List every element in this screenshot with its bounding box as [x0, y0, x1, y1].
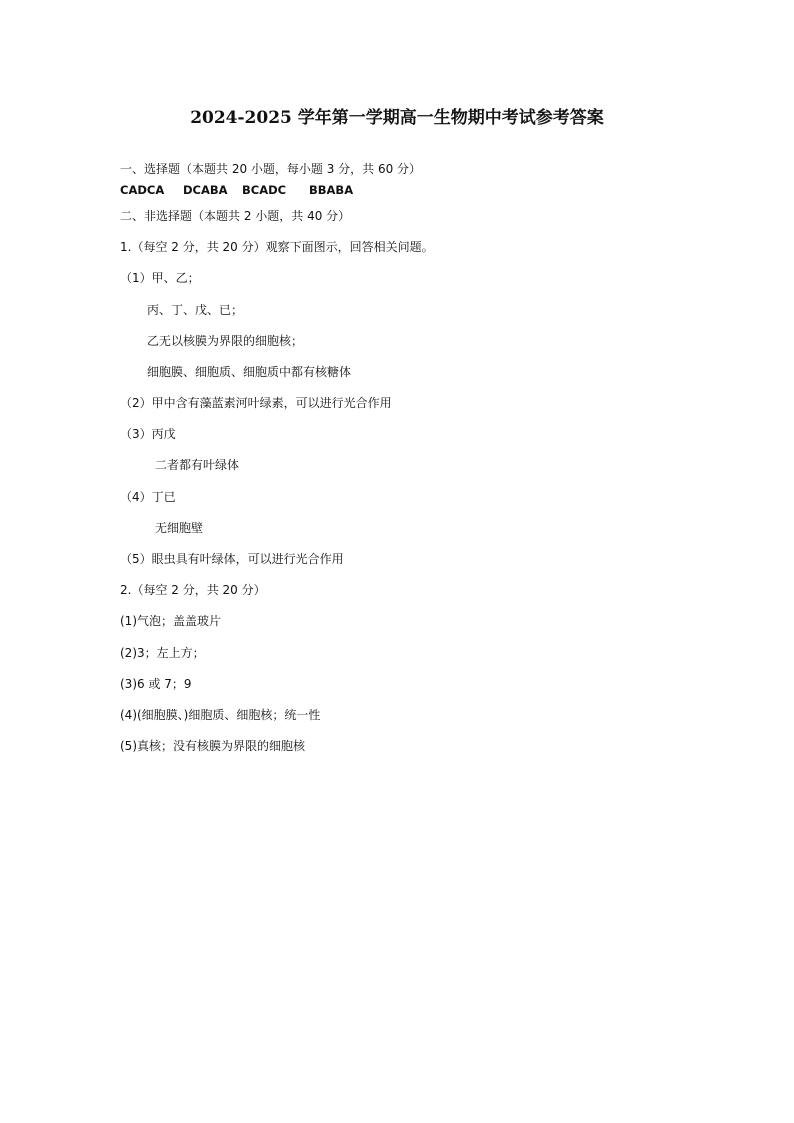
choice-answers [120, 182, 353, 198]
q1-part4-line1: （4）丁已 [120, 490, 176, 504]
q2-line5: (5)真核；没有核膜为界限的细胞核 [120, 739, 305, 753]
q1-part2: （2）甲中含有藻蓝素河叶绿素，可以进行光合作用 [120, 396, 392, 410]
section1-heading: 一、选择题（本题共 20 小题，每小题 3 分，共 60 分） [120, 162, 422, 176]
q1-part4-line2: 无细胞壁 [155, 521, 204, 535]
q1-part1-line3: 乙无以核膜为界限的细胞核； [147, 334, 304, 348]
q1-part5: （5）眼虫具有叶绿体，可以进行光合作用 [120, 552, 344, 566]
document-title: 2024-2025 学年第一学期高一生物期中考试参考答案 [190, 108, 604, 128]
q2-line2: (2)3；左上方； [120, 646, 205, 660]
q1-heading: 1.（每空 2 分，共 20 分）观察下面图示，回答相关问题。 [120, 240, 434, 254]
q1-part1-line4: 细胞膜、细胞质、细胞质中都有核糖体 [147, 365, 352, 379]
answer-group-4: BBABA [309, 183, 354, 197]
answer-group-2: DCABA [183, 183, 228, 197]
q1-part1-line2: 丙、丁、戊、已； [147, 303, 244, 317]
q1-part3-line2: 二者都有叶绿体 [155, 458, 240, 472]
q2-line3: (3)6 或 7；9 [120, 677, 192, 691]
q2-line4: (4)(细胞膜、)细胞质、细胞核；统一性 [120, 708, 321, 722]
q2-heading: 2.（每空 2 分，共 20 分） [120, 583, 266, 597]
q1-part1-line1: （1）甲、乙； [120, 271, 200, 285]
section2-heading: 二、非选择题（本题共 2 小题，共 40 分） [120, 209, 351, 223]
answer-group-1: CADCA [120, 183, 165, 197]
q2-line1: (1)气泡；盖盖玻片 [120, 614, 221, 628]
q1-part3-line1: （3）丙戊 [120, 427, 176, 441]
answer-group-3: BCADC [242, 183, 287, 197]
